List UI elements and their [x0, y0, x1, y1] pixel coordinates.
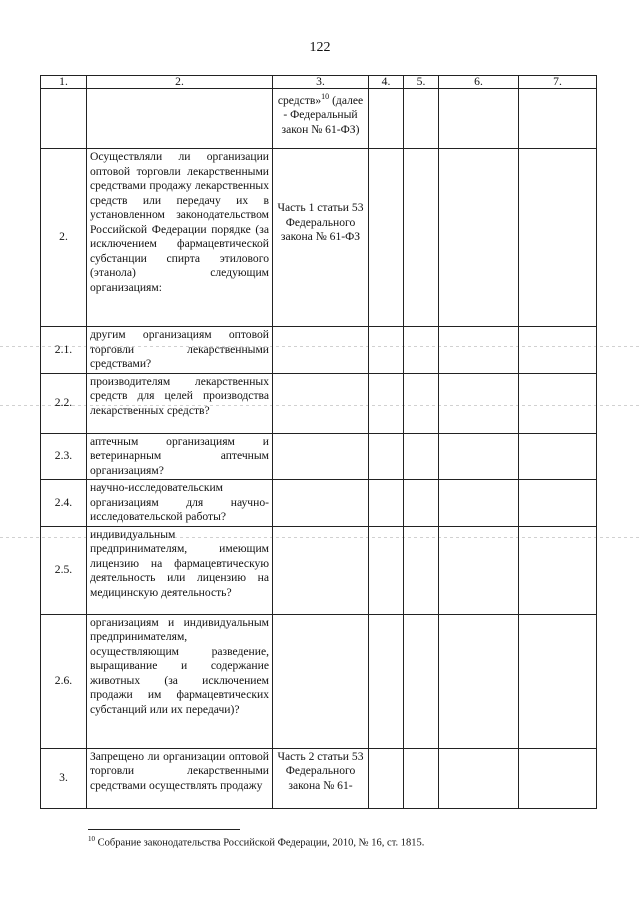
empty-cell [404, 526, 439, 614]
empty-cell [439, 433, 519, 480]
empty-cell [369, 480, 404, 527]
empty-cell [369, 526, 404, 614]
row-reference [273, 526, 369, 614]
table-row [41, 526, 597, 614]
footnote-separator [88, 829, 240, 830]
reference-text: средств» [277, 93, 322, 107]
row-reference: Часть 2 статьи 53 Федерального закона № 61- [273, 748, 369, 808]
empty-cell [519, 327, 597, 374]
empty-cell [369, 327, 404, 374]
row-question: другим организациям оптовой торговли лекарственными средствами? [87, 327, 273, 374]
table-row [41, 373, 597, 433]
row-question: аптечным организациям и ветеринарным аптечным организациям? [87, 433, 273, 480]
empty-cell [439, 327, 519, 374]
table-row [41, 89, 597, 149]
row-question: научно-исследовательским организациям для научно-исследовательской работы? [87, 480, 273, 527]
empty-cell [404, 748, 439, 808]
empty-cell [519, 433, 597, 480]
empty-cell [369, 89, 404, 149]
empty-cell [369, 748, 404, 808]
column-header: 1. [41, 76, 87, 89]
empty-cell [439, 89, 519, 149]
row-number: 2.3. [41, 433, 87, 480]
row-number: 2.5. [41, 526, 87, 614]
column-header: 5. [404, 76, 439, 89]
row-question: организациям и индивидуальным предпринимателям, осуществляющим разведение, выращивание и содержание животных (за исключением продажи им фармацевтических субстанций или их передачи)? [87, 614, 273, 748]
row-number: 2.4. [41, 480, 87, 527]
column-header: 3. [273, 76, 369, 89]
empty-cell [369, 149, 404, 327]
column-header: 7. [519, 76, 597, 89]
empty-cell [439, 480, 519, 527]
row-reference [273, 89, 369, 149]
empty-cell [439, 526, 519, 614]
table-row [41, 480, 597, 527]
row-question: Осуществляли ли организации оптовой торговли лекарственными средствами продажу лекарственных средств или передачу их в установленном законодательством Российской Федерации порядке (за исключением фармацевтической субстанции спирта этилового (этанола) следующим организациям: [87, 149, 273, 327]
empty-cell [404, 614, 439, 748]
footnote [88, 835, 424, 849]
empty-cell [369, 373, 404, 433]
row-number [41, 89, 87, 149]
row-number: 2.2. [41, 373, 87, 433]
empty-cell [519, 373, 597, 433]
row-question: индивидуальным предпринимателям, имеющим лицензию на фармацевтическую деятельность или лицензию на медицинскую деятельность? [87, 526, 273, 614]
row-reference: Часть 1 статьи 53 Федерального закона № 61-ФЗ [273, 149, 369, 327]
empty-cell [519, 149, 597, 327]
column-header: 2. [87, 76, 273, 89]
page-number: 122 [309, 40, 331, 55]
row-question: производителям лекарственных средств для целей производства лекарственных средств? [87, 373, 273, 433]
row-number: 2.6. [41, 614, 87, 748]
empty-cell [519, 480, 597, 527]
empty-cell [404, 480, 439, 527]
empty-cell [439, 748, 519, 808]
footnote-text: Собрание законодательства Российской Федерации, 2010, № 16, ст. 1815. [95, 837, 425, 849]
empty-cell [369, 614, 404, 748]
empty-cell [439, 373, 519, 433]
column-header: 4. [369, 76, 404, 89]
row-question [87, 89, 273, 149]
table-row [41, 149, 597, 327]
table-row [41, 748, 597, 808]
row-reference [273, 327, 369, 374]
empty-cell [519, 526, 597, 614]
row-question: Запрещено ли организации оптовой торговли лекарственными средствами осуществлять продажу [87, 748, 273, 808]
empty-cell [519, 748, 597, 808]
empty-cell [404, 149, 439, 327]
row-reference [273, 373, 369, 433]
table-row [41, 433, 597, 480]
row-reference [273, 433, 369, 480]
column-header: 6. [439, 76, 519, 89]
empty-cell [404, 89, 439, 149]
empty-cell [519, 89, 597, 149]
empty-cell [404, 433, 439, 480]
empty-cell [404, 373, 439, 433]
table-row [41, 327, 597, 374]
table-row [41, 614, 597, 748]
checklist-table [40, 75, 597, 809]
row-number: 2. [41, 149, 87, 327]
row-number: 2.1. [41, 327, 87, 374]
empty-cell [439, 614, 519, 748]
empty-cell [404, 327, 439, 374]
row-reference [273, 614, 369, 748]
row-reference [273, 480, 369, 527]
table-header-row [41, 76, 597, 89]
empty-cell [439, 149, 519, 327]
row-number: 3. [41, 748, 87, 808]
empty-cell [369, 433, 404, 480]
empty-cell [519, 614, 597, 748]
reference-text-tail: (далее - Федеральный закон № 61-ФЗ) [281, 93, 364, 136]
footnote-number: 10 [88, 835, 95, 843]
footnote-marker: 10 [321, 92, 330, 101]
